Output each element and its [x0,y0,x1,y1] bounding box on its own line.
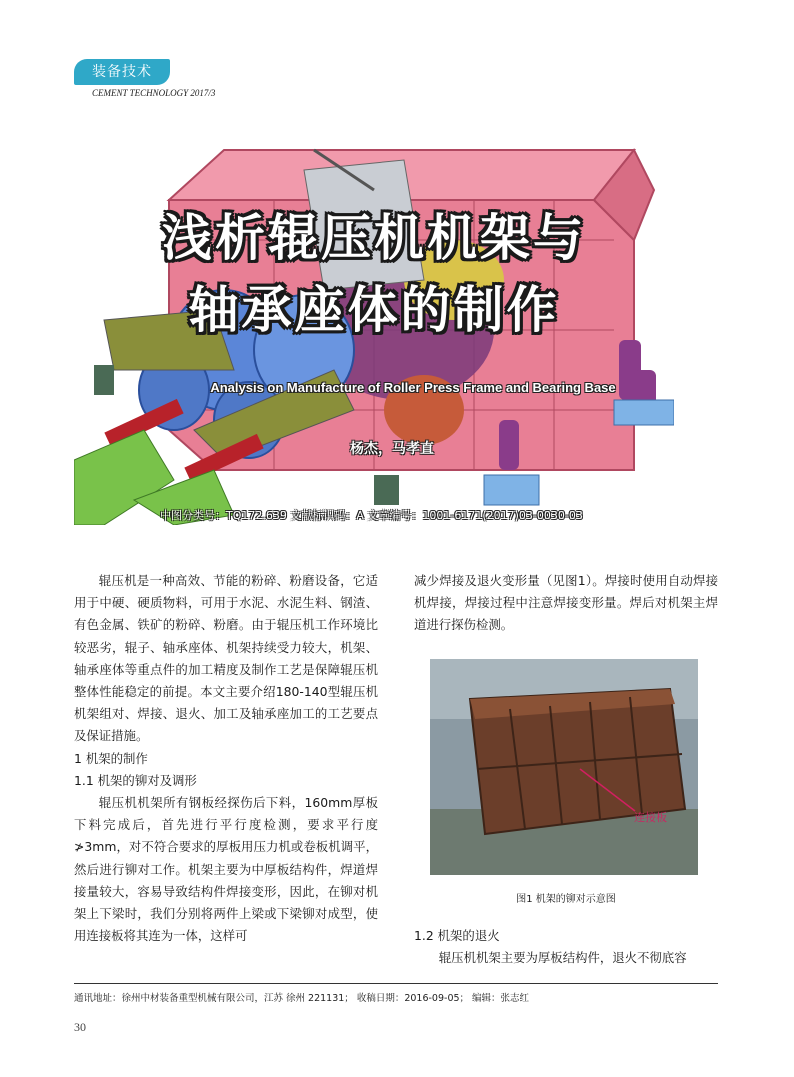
body-paragraph: 辊压机是一种高效、节能的粉碎、粉磨设备，它适用于中硬、硬质物料，可用于水泥、水泥生料、钢渣、有色金属、铁矿的粉碎、粉磨。由于辊压机工作环境比较恶劣，辊子、轴承座体、机架持续受力较大，机架、轴承座体等重点件的加工精度及制作工艺是保障辊压机整体性能稳定的前提。本文主要介绍180-140型辊压机机架组对、焊接、退火、加工及轴承座加工的工艺要点及保证措施。 [74,573,378,744]
body-paragraph: 辊压机机架主要为厚板结构件，退火不彻底容 [438,950,687,966]
footer-note: 通讯地址：徐州中材装备重型机械有限公司，江苏 徐州 221131； 收稿日期：2016-09-05； 编辑：张志红 [74,993,530,1004]
page-number: 30 [74,1020,86,1034]
footer-divider [74,983,718,984]
figure-photo [430,659,698,875]
frame-photo [430,659,698,875]
figure-label: 连接板 [634,811,667,824]
body-paragraph: 减少焊接及退火变形量（见图1）。焊接时使用自动焊接机焊接，焊接过程中注意焊接变形量。焊后对机架主焊道进行探伤检测。 [414,573,718,633]
right-column [414,570,718,637]
figure-caption: 图1 机架的铆对示意图 [516,894,616,905]
authors: 杨杰，马孝直 [350,441,434,457]
article-title-line2: 轴承座体的制作 [188,281,560,339]
english-title: Analysis on Manufacture of Roller Press Frame and Bearing Base [210,380,616,395]
classification-info: 中图分类号：TQ172.639 文献标识码：A 文章编号：1001-6171(2017)03-0030-03 [160,509,583,522]
right-column-lower [414,925,718,969]
hero-illustration [74,130,674,525]
body-paragraph: 辊压机机架所有钢板经探伤后下料，160mm厚板下料完成后，首先进行平行度检测，要求平行度≯3mm，对不符合要求的厚板用压力机或卷板机调平，然后进行铆对工作。机架主要为中厚板结构件，焊道焊接量较大，容易导致结构件焊接变形，因此，在铆对机架上下梁时，我们分别将两件上梁或下梁铆对成型，使用连接板将其连为一体，这样可 [74,795,378,944]
left-column [74,570,378,947]
section-heading: 1 机架的制作 [74,750,148,766]
journal-name: CEMENT TECHNOLOGY 2017/3 [92,88,216,98]
subsection-heading: 1.2 机架的退火 [414,928,500,943]
section-tag: 装备技术 [74,59,170,85]
article-title-line1: 浅析辊压机机架与 [162,209,586,267]
subsection-heading: 1.1 机架的铆对及调形 [74,772,197,788]
